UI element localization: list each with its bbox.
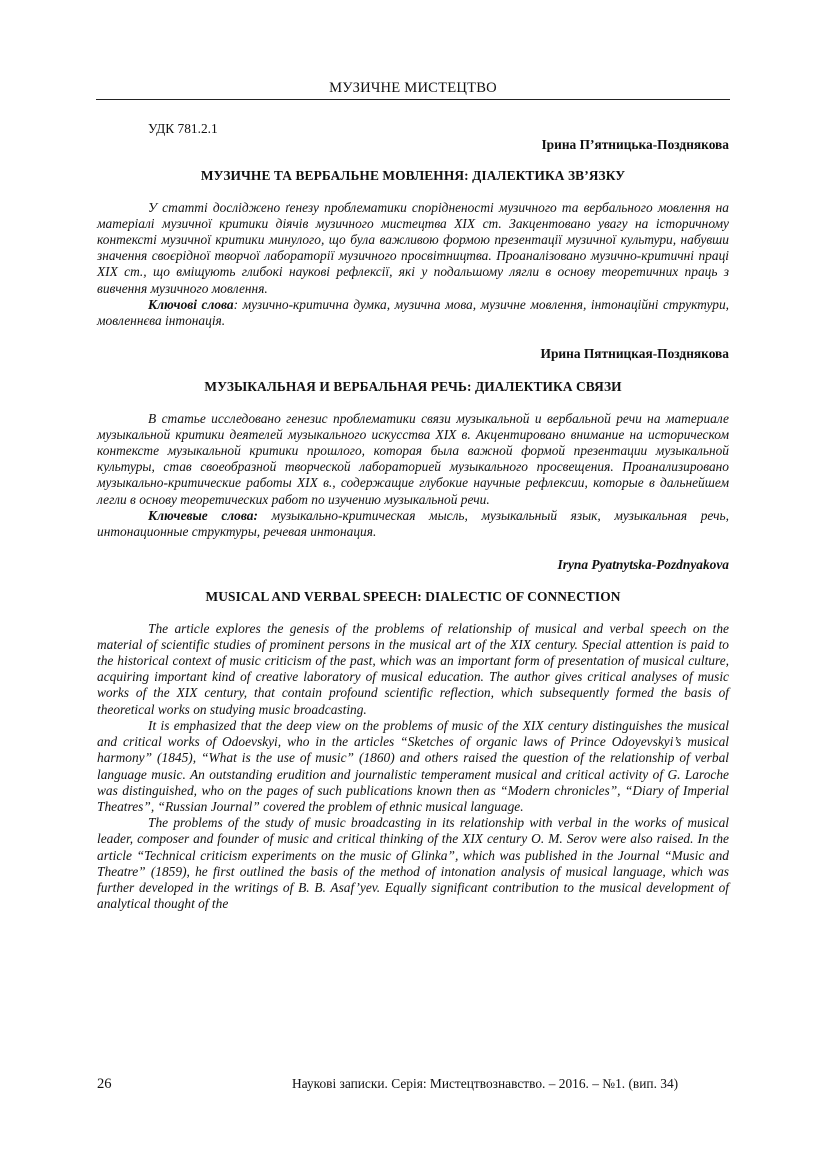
abstract-ukrainian (97, 200, 729, 297)
abstract-ukrainian-text: У статті досліджено ґенезу проблематики спорідненості музичного та вербального мовлення на матеріалі музичної критики діячів музичного мистецтва ХІХ ст. Закцентовано увагу на історичному контексті музичної критики минулого, що була важливою формою презентації музичної культури, набувши значення своєрідної творчої лабораторії музичного просвітництва. Проаналізовано музично-критичні праці ХІХ ст., що вміщують глибокі наукові рефлексії, які у подальшому лягли в основу теоретичних праць з вивчення музичного мовлення. (97, 199, 729, 296)
keywords-label-ukrainian: Ключові слова (148, 296, 234, 312)
udc-code: УДК 781.2.1 (148, 121, 218, 136)
abstract-russian (97, 411, 729, 508)
abstract-english-paragraph: The article explores the genesis of the problems of relationship of musical and verbal speech on the material of scientific studies of prominent persons in the musical art of the XIX century. Special attention is paid to the historical context of music criticism of the past, which was an important form of presentation of musical culture, acquiring important kind of creative laboratory of musical education. The author gives critical analyses of music works of the XIX century, that contain profound scientific reflection, which subsequently formed the basis of theoretical works on studying music broadcasting. (97, 620, 729, 717)
abstract-english (97, 621, 729, 913)
abstract-english-paragraph: The problems of the study of music broadcasting in its relationship with verbal in the works of musical leader, composer and founder of music and critical thinking of the XIX century O. M. Serov were also raised. In the article “Technical criticism experiments on the music of Glinka”, which was published in the Journal “Music and Theatre” (1859), he first outlined the basis of the method of intonation analysis of musical language, which was further developed in the writings of B. B. Asaf’yev. Equally significant contribution to the musical development of analytical thought of the (97, 815, 729, 912)
running-header: МУЗИЧНЕ МИСТЕЦТВО (329, 80, 497, 96)
abstract-russian-text: В статье исследовано генезис проблематики связи музыкальной и вербальной речи на материале музыкальной критики деятелей музыкального искусства ХІХ в. Акцентировано внимание на историческом контексте музыкальной критики прошлого, которая была важной формой презентации музыкальной культуры, став своеобразной творческой лабораторией музыкального просвещения. Проанализировано музыкально-критические работы ХІХ в., содержащие глубокие научные рефлексии, которые в дальнейшем легли в основу теоретических работ по изучению музыкальной речи. (97, 410, 729, 507)
title-russian: МУЗЫКАЛЬНАЯ И ВЕРБАЛЬНАЯ РЕЧЬ: ДИАЛЕКТИКА СВЯЗИ (204, 379, 622, 395)
journal-citation: Наукові записки. Серія: Мистецтвознавство. – 2016. – №1. (вип. 34) (292, 1076, 679, 1091)
keywords-russian (97, 508, 729, 540)
keywords-ukrainian (97, 297, 729, 329)
author-russian: Ирина Пятницкая-Позднякова (540, 346, 729, 362)
keywords-text-russian: музыкально-критическая мысль, музыкальный язык, музыкальная речь, интонационные структуры, речевая интонация. (97, 507, 729, 540)
author-english: Iryna Pyatnytska-Pozdnyakova (557, 557, 729, 573)
title-english: MUSICAL AND VERBAL SPEECH: DIALECTIC OF CONNECTION (205, 589, 621, 605)
abstract-english-paragraph: It is emphasized that the deep view on the problems of music of the XIX century distinguishes the musical and critical works of Odoevskyi, who in the articles “Sketches of organic laws of Prince Odoyevskyi’s musical harmony” (1845), “What is the use of music” (1860) and others raised the question of the relationship of verbal language music. An outstanding erudition and journalistic temperament musical and critical activity of G. Laroche was distinguished, who on the pages of such publications known then as “Modern chronicles”, “Diary of Imperial Theatres”, “Russian Journal” covered the problem of ethnic musical language. (97, 717, 729, 814)
article-body (97, 121, 729, 912)
keywords-label-russian: Ключевые слова: (148, 507, 258, 523)
title-ukrainian: МУЗИЧНЕ ТА ВЕРБАЛЬНЕ МОВЛЕННЯ: ДІАЛЕКТИКА ЗВ’ЯЗКУ (200, 168, 626, 184)
page-number: 26 (97, 1076, 112, 1092)
author-ukrainian: Ірина П’ятницька-Позднякова (541, 137, 729, 153)
header-divider (96, 99, 730, 100)
keywords-text-ukrainian: : музично-критична думка, музична мова, музичне мовлення, інтонаційні структури, мовленнєва інтонація. (97, 296, 729, 329)
